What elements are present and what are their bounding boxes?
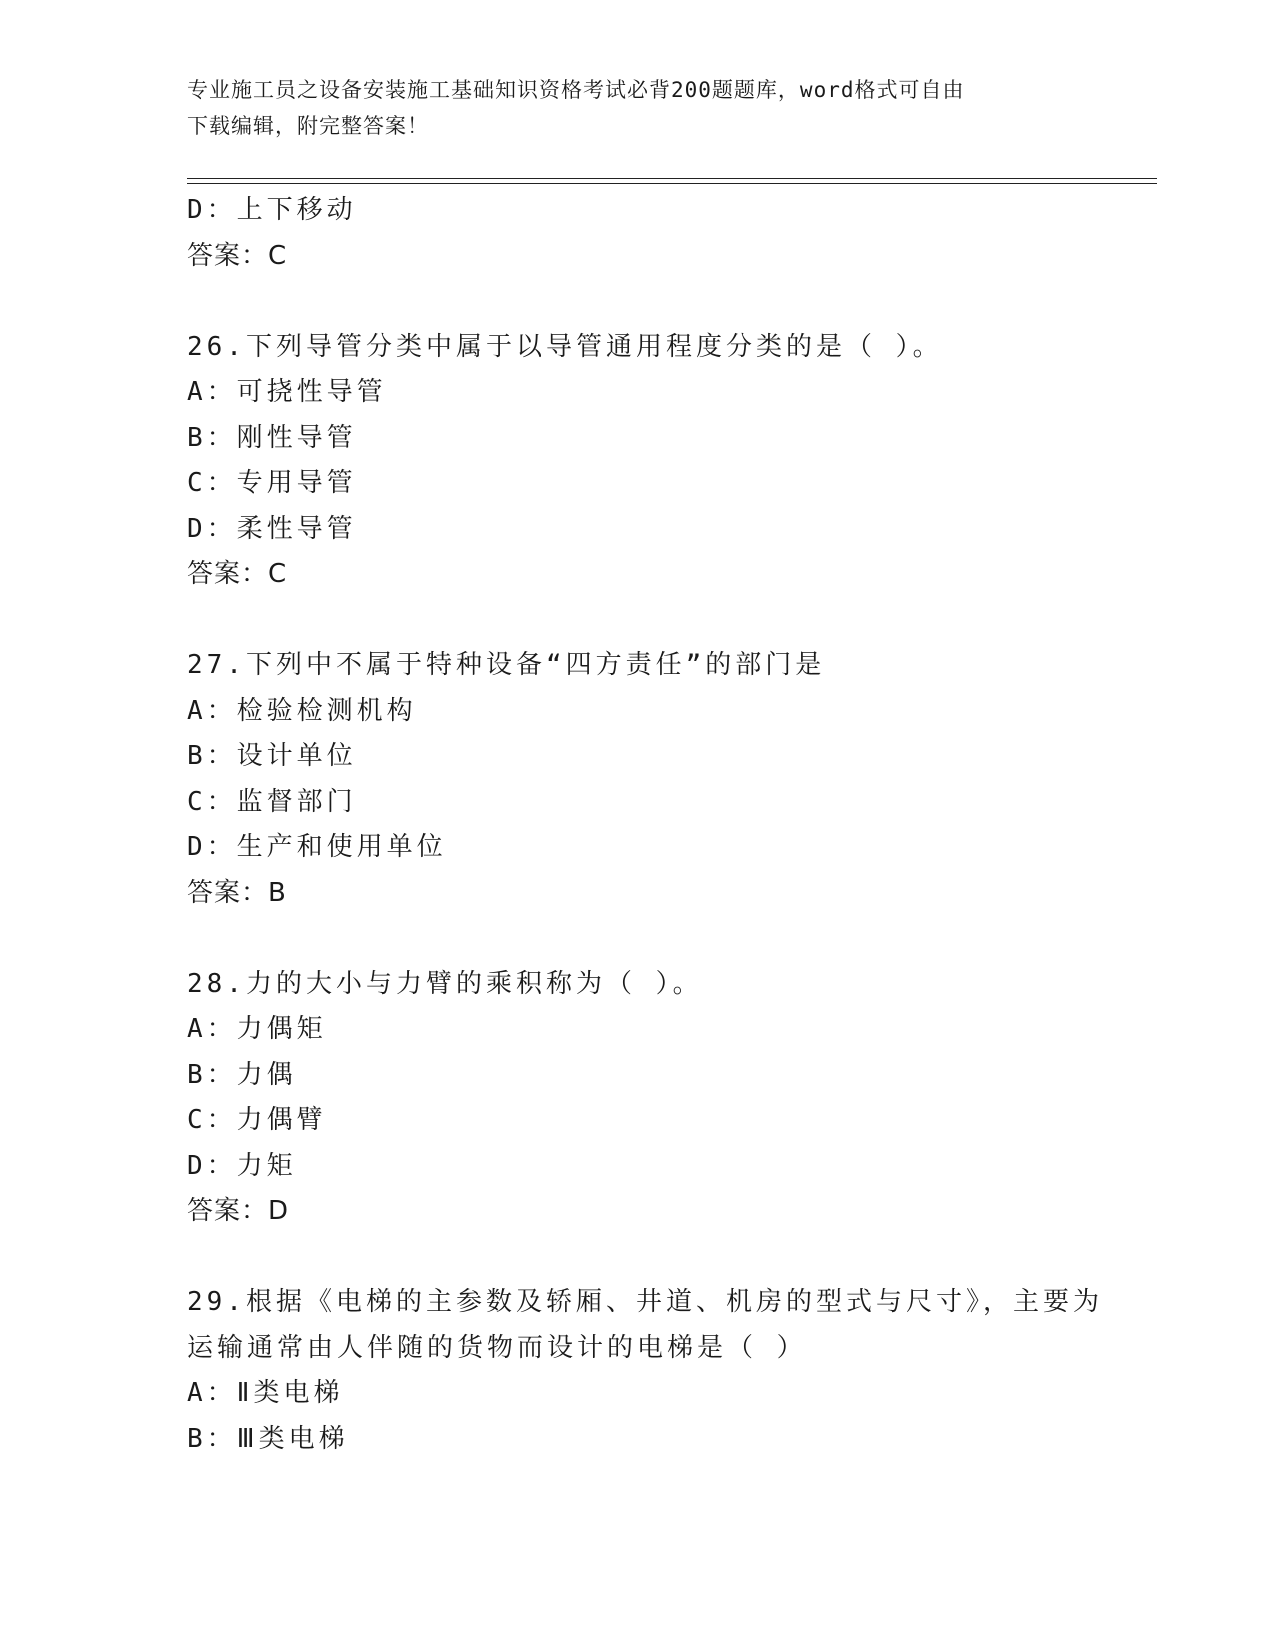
q27-option-c: C：监督部门	[187, 786, 357, 817]
q28-option-b: B：力偶	[187, 1059, 297, 1090]
question-content	[187, 188, 1157, 1462]
q29-option-b: B：Ⅲ类电梯	[187, 1423, 349, 1454]
q26-stem: 26.下列导管分类中属于以导管通用程度分类的是（ ）。	[187, 331, 943, 362]
q25-answer: 答案：C	[187, 240, 288, 271]
q28-stem: 28.力的大小与力臂的乘积称为（ ）。	[187, 968, 703, 999]
q28-option-a: A：力偶矩	[187, 1014, 327, 1044]
q28-answer: 答案：D	[187, 1196, 290, 1226]
q26-answer: 答案：C	[187, 559, 288, 589]
header-line-1: 专业施工员之设备安装施工基础知识资格考试必背200题题库，word格式可自由	[187, 78, 965, 102]
q26-option-d: D：柔性导管	[187, 513, 357, 544]
q28-option-c: C：力偶臂	[187, 1105, 327, 1135]
header-line-2: 下载编辑，附完整答案！	[187, 114, 429, 138]
document-header	[187, 72, 1087, 144]
q28-option-d: D：力矩	[187, 1150, 297, 1181]
q29-option-a: A：Ⅱ类电梯	[187, 1378, 344, 1408]
q27-stem: 27.下列中不属于特种设备“四方责任”的部门是	[187, 650, 826, 680]
q26-option-c: C：专用导管	[187, 468, 357, 498]
q27-option-a: A：检验检测机构	[187, 695, 417, 726]
q27-option-b: B：设计单位	[187, 741, 357, 771]
header-divider-top	[187, 178, 1157, 179]
spacer	[187, 279, 1157, 325]
header-divider-bottom	[187, 183, 1157, 184]
spacer	[187, 916, 1157, 962]
q26-option-a: A：可挠性导管	[187, 377, 387, 407]
q29-stem-line-2: 运输通常由人伴随的货物而设计的电梯是（ ）	[187, 1332, 807, 1363]
spacer	[187, 598, 1157, 644]
q25-option-d: D：上下移动	[187, 195, 357, 225]
spacer	[187, 1235, 1157, 1281]
q27-option-d: D：生产和使用单位	[187, 832, 447, 862]
q26-option-b: B：刚性导管	[187, 422, 357, 453]
q27-answer: 答案：B	[187, 877, 287, 908]
q29-stem-line-1: 29.根据《电梯的主参数及轿厢、井道、机房的型式与尺寸》，主要为	[187, 1287, 1103, 1317]
